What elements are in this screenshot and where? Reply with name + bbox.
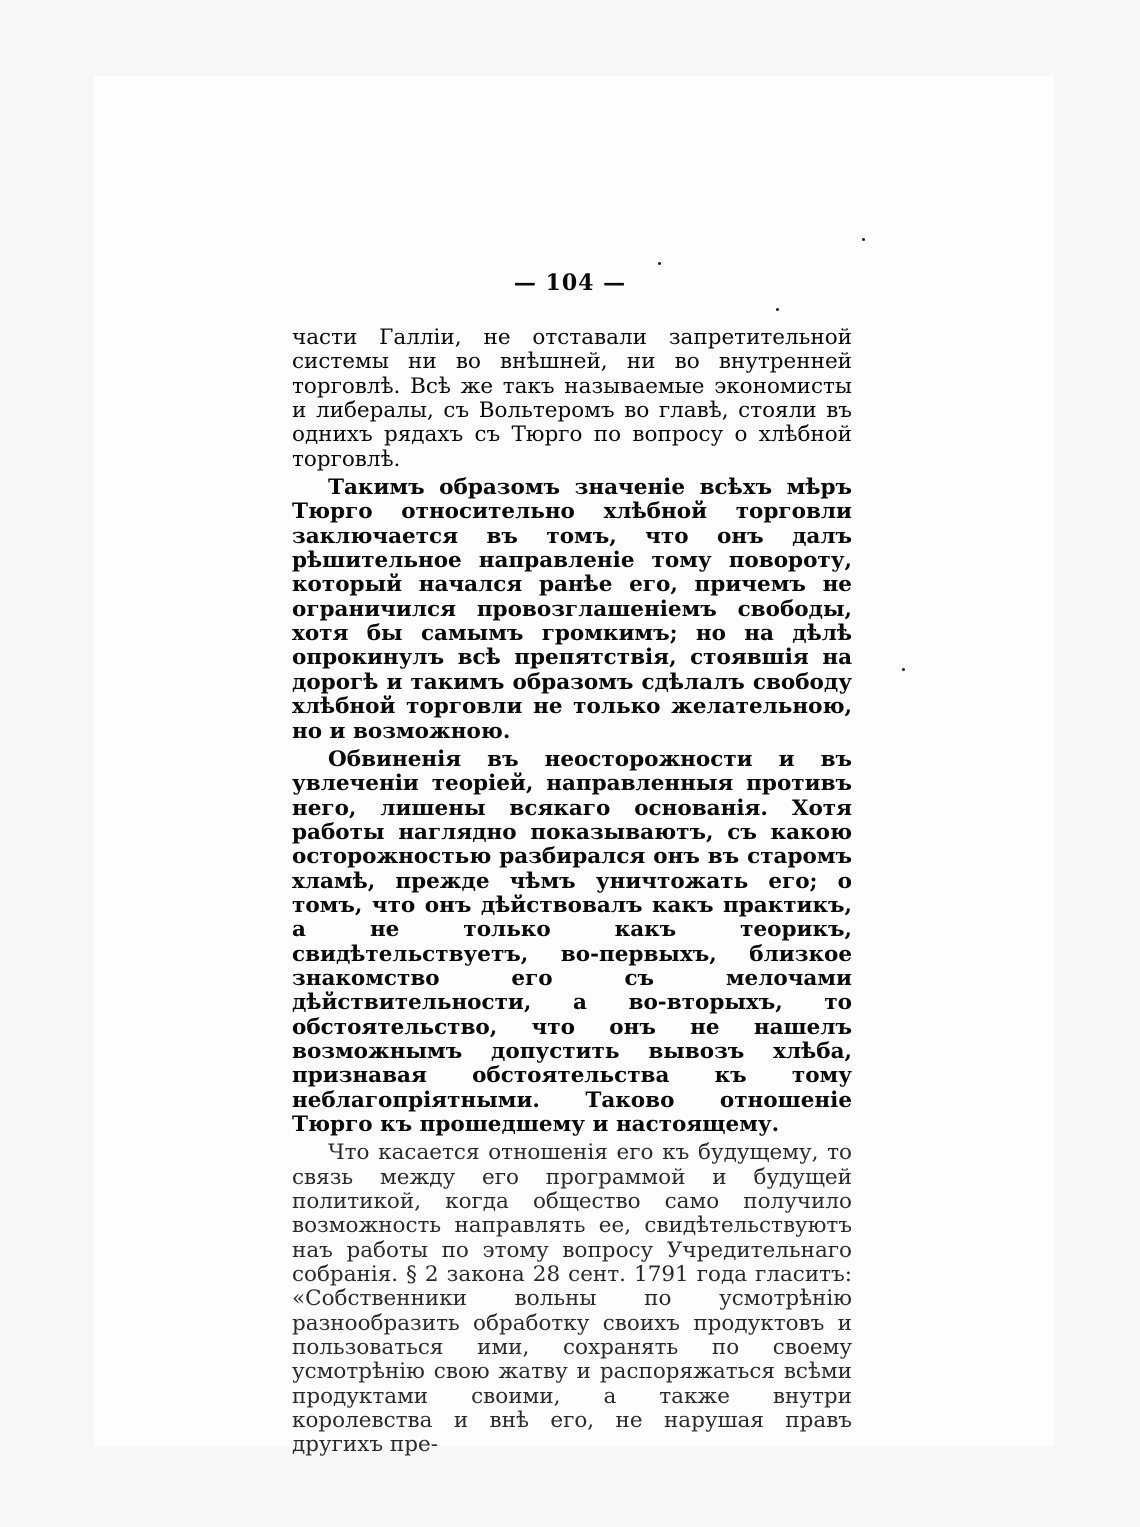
paragraph-2: Такимъ образомъ значеніе всѣхъ мѣръ Тюрго относительно хлѣбной торговли заключается въ томъ, что онъ далъ рѣшительное направленіе тому повороту, который начался ранѣе его, причемъ не ограничился провозглашеніемъ свободы, хотя бы самымъ громкимъ; но на дѣлѣ опрокинулъ всѣ препятствія, стоявшія на дорогѣ и такимъ образомъ сдѣлалъ свободу хлѣбной торговли не только желательною, но и возможною. [292,475,852,744]
dust-speck [862,238,865,241]
dust-speck [776,308,779,311]
paragraph-3: Обвиненія въ неосторожности и въ увлеченіи теоріей, направленныя противъ него, лишены всякаго основанія. Хотя работы наглядно показываютъ, съ какою осторожностью разбирался онъ въ старомъ хламѣ, прежде чѣмъ уничтожать его; о томъ, что онъ дѣйствовалъ какъ практикъ, а не только какъ теорикъ, свидѣтельствуетъ, во-первыхъ, близкое знакомство его съ мелочами дѣйствительности, а во-вторыхъ, то обстоятельство, что онъ не нашелъ возможнымъ допустить вывозъ хлѣба, признавая обстоятельства къ тому неблагопріятными. Таково отношеніе Тюрго къ прошедшему и настоящему. [292,746,852,1137]
dust-speck [902,668,905,671]
page-number: — 104 — [513,270,627,296]
dust-speck [658,262,661,265]
paragraph-4: Что касается отношенія его къ будущему, то связь между его программой и будущей политикой, когда общество само получило возможность направлять ее, свидѣтельствуютъ наъ работы по этому вопросу Учредительнаго собранія. § 2 закона 28 сент. 1791 года гласитъ: «Собственники вольны по усмотрѣнію разнообразить обработку своихъ продуктовъ и пользоваться ими, сохранять по своему усмотрѣнію свою жатву и распоряжаться всѣми продуктами своими, а также внутри королевства и внѣ его, не нарушая правъ другихъ пре- [292,1140,852,1458]
paragraph-1: части Галліи, не отставали запретительной системы ни во внѣшней, ни во внутренней торговлѣ. Всѣ же такъ называемые экономисты и либералы, съ Вольтеромъ во главѣ, стояли въ однихъ рядахъ съ Тюрго по вопросу о хлѣбной торговлѣ. [292,325,852,472]
body-text [292,326,852,1462]
